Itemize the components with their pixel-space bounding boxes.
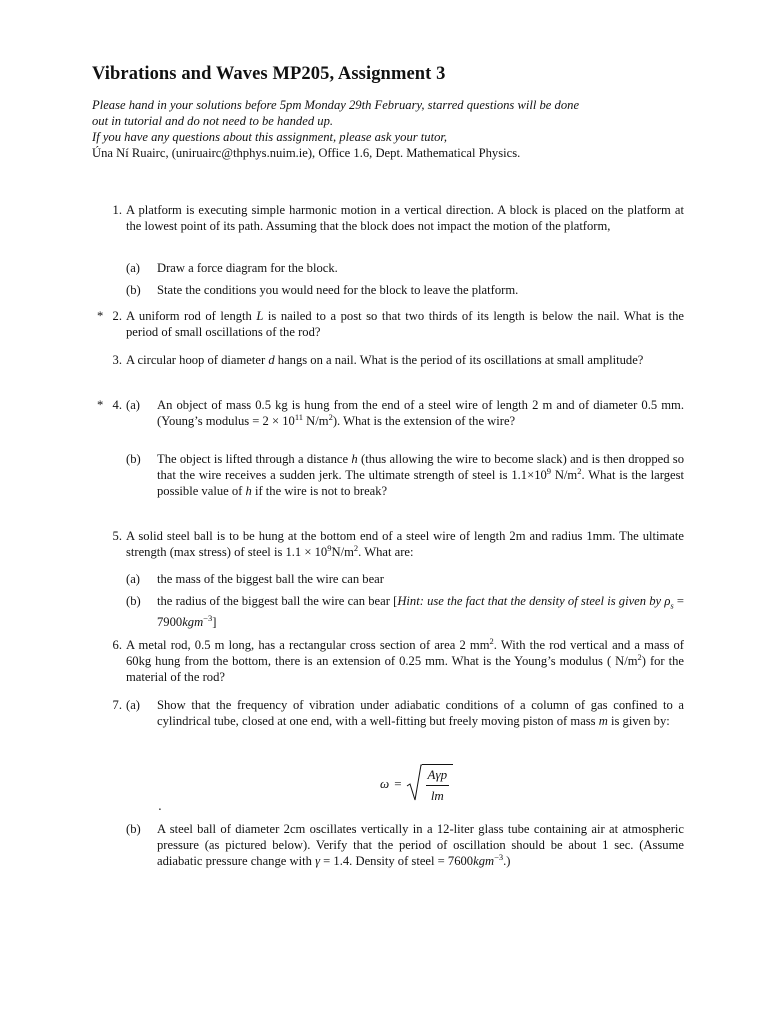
part-text: Show that the frequency of vibration under adiabatic conditions of a column of gas confined to a cylindrical tube, closed at one end, with a well-fitting but freely moving piston of mass m is given by:	[157, 698, 684, 729]
starred-marker: *	[97, 309, 104, 323]
part-text: An object of mass 0.5 kg is hung from the end of a steel wire of length 2 m and of diameter 0.5 mm. (Young’s modulus = $2 \times 10^{11}$ $N/m^2$). What is the extension of the wire?	[157, 398, 684, 429]
part-label: (a)	[126, 398, 140, 412]
part-text: Draw a force diagram for the block.	[157, 261, 338, 275]
part-label: (a)	[126, 698, 140, 712]
instructions-line-3: If you have any questions about this assignment, please ask your tutor,	[92, 130, 448, 144]
instructions-line-1: Please hand in your solutions before 5pm Monday 29th February, starred questions will be done	[92, 98, 580, 112]
hint: Hint: use the fact that the density of steel is given by	[397, 594, 665, 608]
part-label: (b)	[126, 452, 141, 466]
question-number: 2.	[112, 309, 122, 323]
question-text: A uniform rod of length L is nailed to a post so that two thirds of its length is below the nail. What is the period of small oscillations of the rod?	[126, 309, 684, 340]
question-text: A platform is executing simple harmonic motion in a vertical direction. A block is placed on the platform at the lowest point of its path. Assuming that the block does not impact the motion of the platform,	[126, 203, 684, 234]
part-label: (a)	[126, 261, 140, 275]
radical-sign-icon	[406, 764, 422, 802]
numerator: Aγp	[426, 767, 450, 786]
question-number: 6.	[112, 638, 122, 652]
part-label: (b)	[126, 822, 141, 836]
instructions-line-2: out in tutorial and do not need to be handed up.	[92, 114, 334, 128]
part-text: The object is lifted through a distance h (thus allowing the wire to become slack) and is then dropped so that the wire receives a sudden jerk. The ultimate strength of steel is $1.1\times 10^9$ $N/m^2$. What is the largest possible value of h if the wire is not to break?	[157, 452, 684, 499]
part-label: (b)	[126, 283, 141, 297]
question-number: 5.	[112, 529, 122, 543]
part-text: State the conditions you would need for the block to leave the platform.	[157, 283, 519, 297]
tutor-contact: Úna Ní Ruairc, (uniruairc@thphys.nuim.ie), Office 1.6, Dept. Mathematical Physics.	[92, 146, 521, 160]
question-text: A metal rod, 0.5 m long, has a rectangular cross section of area 2 $mm^2$. With the rod vertical and a mass of 60kg hung from the bottom, there is an extension of 0.25 mm. What is the Young’s modulus ( $N/m^2$) for the material of the rod?	[126, 636, 685, 685]
part-text: A steel ball of diameter 2cm oscillates vertically in a 12-liter glass tube containing air at atmospheric pressure (as pictured below). Verify that the period of oscillation should be about 1 sec. (Assume adiabatic pressure change with γ = 1.4. Density of steel = 7600kgm$^{-3}$.)	[157, 822, 684, 869]
fraction	[422, 764, 454, 804]
question-text: A solid steel ball is to be hung at the bottom end of a steel wire of length 2m and radius 1mm. The ultimate strength (max stress) of steel is $1.1 \times 10^9N/m^2$. What are:	[126, 529, 684, 560]
starred-marker: *	[97, 398, 104, 412]
equation-period: .	[158, 799, 162, 813]
question-number: 7.	[112, 698, 122, 712]
page-title: Vibrations and Waves MP205, Assignment 3	[92, 64, 446, 84]
equals-sign: =	[394, 776, 402, 791]
question-number: 3.	[112, 353, 122, 367]
variable-d: d	[268, 353, 275, 367]
part-label: (a)	[126, 572, 140, 586]
part-text: the mass of the biggest ball the wire can bear	[157, 572, 384, 586]
frequency-equation	[380, 764, 453, 804]
question-number: 1.	[112, 203, 122, 217]
question-text: A circular hoop of diameter d hangs on a nail. What is the period of its oscillations at small amplitude?	[126, 353, 644, 367]
square-root	[406, 764, 454, 804]
instructions	[92, 97, 684, 161]
part-text: the radius of the biggest ball the wire can bear [Hint: use the fact that the density of steel is given by $\rho_s = 7900kgm^{-3}$]	[157, 594, 684, 629]
denominator: lm	[430, 788, 444, 803]
question-number: 4.	[112, 398, 122, 412]
equation-lhs: ω	[380, 776, 390, 791]
part-label: (b)	[126, 594, 141, 608]
variable-L: L	[256, 309, 264, 323]
